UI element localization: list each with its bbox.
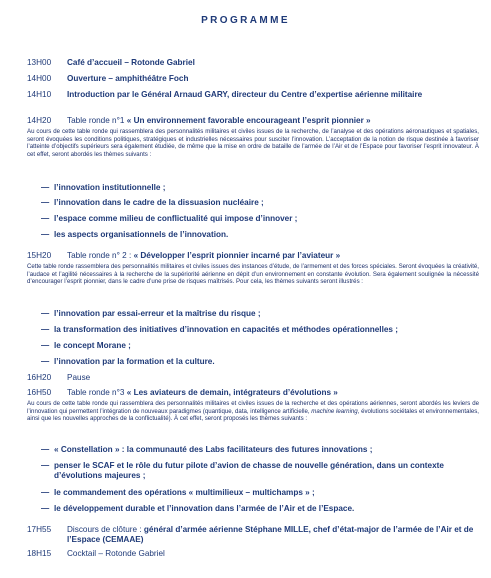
item-cocktail: Cocktail – Rotonde Gabriel — [67, 549, 165, 558]
roundtable-1-bullet — [41, 214, 473, 224]
roundtable-1-bullet — [41, 230, 473, 240]
roundtable-3-heading — [67, 388, 477, 398]
bullet-dash: — — [41, 325, 50, 334]
roundtable-3-bullet — [41, 445, 473, 455]
roundtable-2-bullet — [41, 309, 473, 319]
roundtable-3-description-part: , évolutions sociétales et environnementales, ainsi que les nouvelles approches de la conflictualité). À cet effet, seront proposés les thèmes suivants : — [27, 407, 479, 423]
time-1650: 16H50 — [27, 388, 52, 397]
bullet-text: les aspects organisationnels de l’innovation. — [54, 230, 229, 239]
roundtable-1-subtitle: « Un environnement favorable encourageant l’esprit pionnier » — [126, 116, 371, 125]
roundtable-1-label: Table ronde n°1 — [67, 116, 125, 125]
time-1520: 15H20 — [27, 251, 52, 260]
item-cafe — [67, 58, 477, 68]
roundtable-1-bullet — [41, 198, 473, 208]
bullet-dash: — — [41, 214, 50, 223]
bullet-dash: — — [41, 461, 50, 470]
item-introduction — [67, 90, 477, 100]
bullet-text: l’innovation dans le cadre de la dissuasion nucléaire ; — [54, 198, 264, 207]
item-ouverture-text: Ouverture – amphithéâtre Foch — [67, 74, 189, 83]
time-1620: 16H20 — [27, 373, 52, 382]
roundtable-2-bullet — [41, 325, 473, 335]
roundtable-2-subtitle: « Développer l’esprit pionnier incarné par l’aviateur » — [133, 251, 341, 260]
bullet-dash: — — [41, 504, 50, 513]
roundtable-1-heading — [67, 116, 477, 126]
bullet-text: la transformation des initiatives d’innovation en capacités et méthodes opérationnelles ; — [54, 325, 398, 334]
time-1815: 18H15 — [27, 549, 52, 558]
roundtable-3-label: Table ronde n°3 — [67, 388, 125, 397]
roundtable-3-bullet — [41, 504, 473, 514]
time-1400: 14H00 — [27, 74, 52, 83]
item-introduction-text: Introduction par le Général Arnaud GARY, directeur du Centre d’expertise aérienne militaire — [67, 90, 423, 99]
bullet-dash: — — [41, 198, 50, 207]
closing-speech — [67, 525, 477, 545]
bullet-dash: — — [41, 309, 50, 318]
item-ouverture — [67, 74, 477, 84]
roundtable-3-description — [27, 400, 479, 423]
bullet-dash: — — [41, 183, 50, 192]
roundtable-1-bullet — [41, 183, 473, 193]
time-1300: 13H00 — [27, 58, 52, 67]
closing-speech-label: Discours de clôture : — [67, 525, 142, 534]
time-1420: 14H20 — [27, 116, 52, 125]
roundtable-3-description-italic: machine learning — [311, 407, 358, 415]
time-1755: 17H55 — [27, 525, 52, 534]
roundtable-3-bullet — [41, 461, 473, 481]
roundtable-2-bullet — [41, 341, 473, 351]
bullet-dash: — — [41, 445, 50, 454]
bullet-dash: — — [41, 357, 50, 366]
bullet-text: l’innovation institutionnelle ; — [54, 183, 166, 192]
roundtable-2-bullet — [41, 357, 473, 367]
roundtable-3-subtitle: « Les aviateurs de demain, intégrateurs d’évolutions » — [126, 388, 338, 397]
bullet-text: le concept Morane ; — [54, 341, 131, 350]
bullet-text: « Constellation » : la communauté des Labs facilitateurs des futures innovations ; — [54, 445, 373, 454]
bullet-text: penser le SCAF et le rôle du futur pilote d’avion de chasse de nouvelle génération, dans un contexte d’évolutions majeures ; — [54, 461, 444, 480]
roundtable-2-label: Table ronde n° 2 : — [67, 251, 132, 260]
bullet-text: l’espace comme milieu de conflictualité qui impose d’innover ; — [54, 214, 298, 223]
roundtable-2-description: Cette table ronde rassemblera des personnalités militaires et civiles issues des instances d’étude, de l’armement et des forces spéciales. Seront évoquées la créativité, l’audace et l’agilité nécessaires à la recherche de la supériorité aérienne en dépit d’un environnement en constante évolution. Sera également soulignée la nécessité d’encourager l’esprit pionnier, dans le cadre d’une prise de risques maîtrisés. Pour cela, les thèmes suivants seront illustrés : — [27, 263, 479, 286]
item-pause: Pause — [67, 373, 91, 382]
bullet-dash: — — [41, 230, 50, 239]
bullet-text: l’innovation par essai-erreur et la maîtrise du risque ; — [54, 309, 261, 318]
item-cafe-text: Café d’accueil – Rotonde Gabriel — [67, 58, 195, 67]
bullet-text: le développement durable et l’innovation dans l’armée de l’Air et de l’Espace. — [54, 504, 355, 513]
roundtable-3-bullet — [41, 488, 473, 498]
bullet-text: le commandement des opérations « multimilieux – multichamps » ; — [54, 488, 315, 497]
roundtable-1-description: Au cours de cette table ronde qui rassemblera des personnalités militaires et civiles issues de la recherche, de l’analyse et des opérations aéronautiques et spatiales, seront évoquées les conditions politiques, stratégiques et industrielles nécessaires pour susciter l’innovation. L’acceptation de la notion de risque destinée à favoriser l’atteinte d’objectifs supérieurs sera également étudiée, de même que la mise en ordre de bataille de l’armée de l’Air et de l’Espace pour favoriser l’esprit innovateur. À cet effet, seront abordés les thèmes suivants : — [27, 128, 479, 159]
roundtable-2-heading — [67, 251, 477, 261]
roundtable-3-description-part: Au cours de cette table ronde qui rassemblera des personnalités militaires et civiles issues de la recherche et des opérations aériennes, seront abordés les leviers de l’innovation qui permettent l’intégration de nouveaux paradigmes (quantique, data, intelligence artificielle, — [27, 400, 479, 415]
bullet-text: l’innovation par la formation et la culture. — [54, 357, 215, 366]
closing-speech-text: général d’armée aérienne Stéphane MILLE, chef d’état-major de l’armée de l’Air et de l’Espace (CEMAAE) — [67, 525, 474, 544]
page-title: PROGRAMME — [201, 15, 290, 26]
bullet-dash: — — [41, 341, 50, 350]
bullet-dash: — — [41, 488, 50, 497]
time-1410: 14H10 — [27, 90, 52, 99]
